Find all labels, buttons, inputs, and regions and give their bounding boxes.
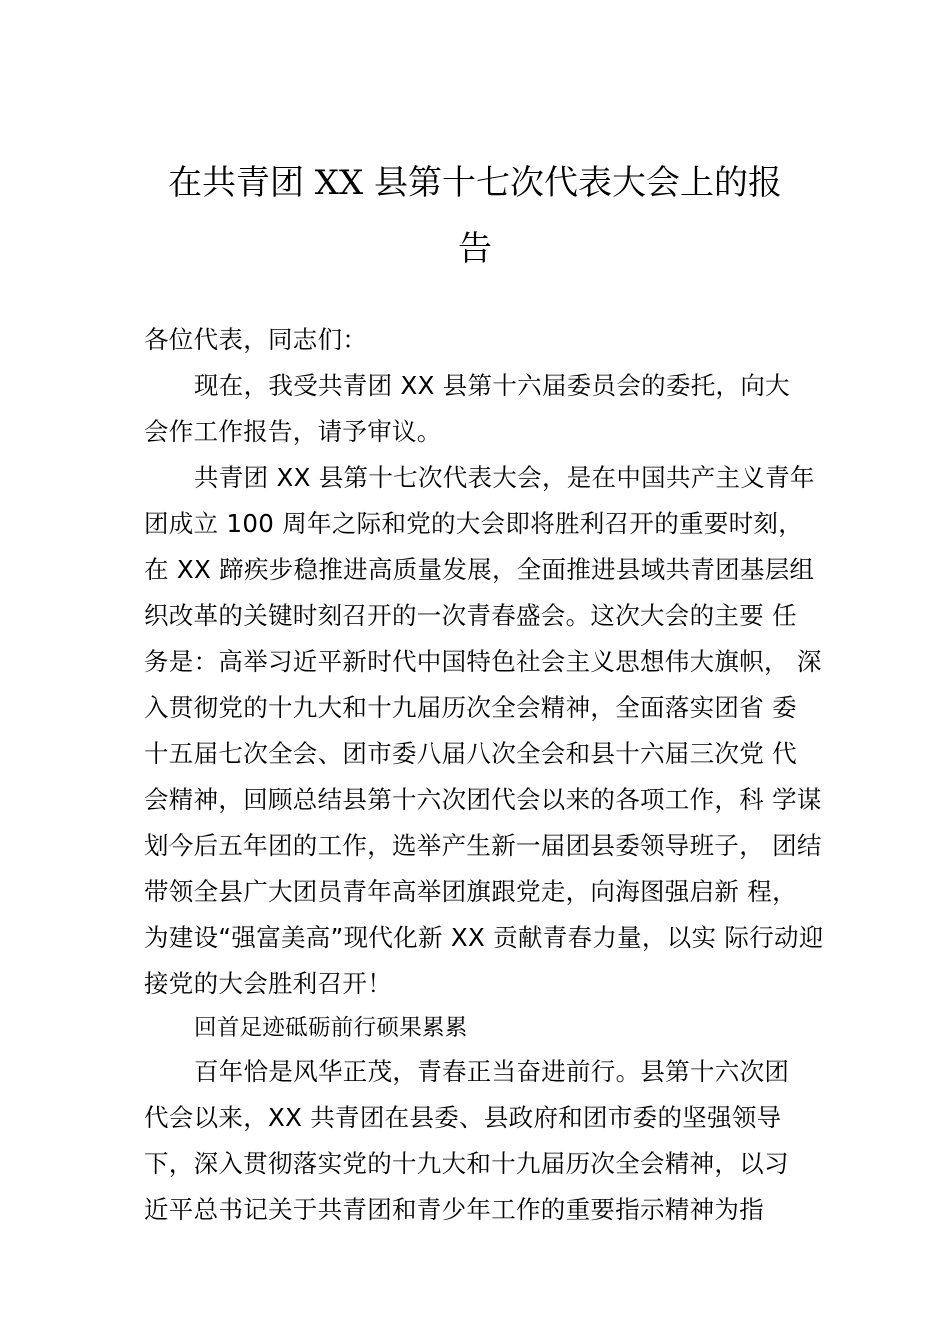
body-text-line: 会作工作报告，请予审议。: [144, 417, 442, 446]
salutation: 各位代表，同志们：: [144, 325, 368, 354]
document-title-line-1: 在共青团 XX 县第十七次代表大会上的报: [167, 163, 783, 203]
body-text-line: 近平总书记关于共青团和青少年工作的重要指示精神为指: [144, 1195, 764, 1224]
body-text-line: 带领全县广大团员青年高举团旗跟党走，向海图强启新 程，: [144, 877, 797, 906]
body-text-line: 百年恰是风华正茂，青春正当奋进前行。县第十六次团: [194, 1057, 790, 1086]
body-text-line: 接党的大会胜利召开！: [144, 969, 392, 998]
body-text-line: 划今后五年团的工作，选举产生新一届团县委领导班子， 团结: [144, 831, 822, 860]
body-text-line: 务是：高举习近平新时代中国特色社会主义思想伟大旗帜， 深: [144, 647, 822, 676]
body-text-line: 下，深入贯彻落实党的十九大和十九届历次全会精神，以习: [144, 1149, 789, 1178]
body-text-line: 织改革的关键时刻召开的一次青春盛会。这次大会的主要 任: [144, 601, 797, 630]
body-text-line: 为建设“强富美高”现代化新 XX 贡献青春力量，以实 际行动迎: [144, 923, 824, 952]
body-text-line: 入贯彻党的十九大和十九届历次全会精神，全面落实团省 委: [144, 693, 797, 722]
body-text-line: 会精神，回顾总结县第十六次团代会以来的各项工作，科 学谋: [144, 785, 822, 814]
section-heading: 回首足迹砥砺前行硕果累累: [194, 1015, 468, 1041]
body-text-line: 现在，我受共青团 XX 县第十六届委员会的委托，向大: [194, 371, 790, 400]
body-text-line: 共青团 XX 县第十七次代表大会，是在中国共产主义青年: [194, 463, 815, 492]
body-text-line: 在 XX 蹄疾步稳推进高质量发展，全面推进县域共青团基层组: [144, 555, 815, 584]
document-title-line-2: 告: [458, 229, 492, 269]
body-text-line: 团成立 100 周年之际和党的大会即将胜利召开的重要时刻，: [144, 509, 804, 538]
body-text-line: 代会以来，XX 共青团在县委、县政府和团市委的坚强领导: [144, 1103, 782, 1132]
body-text-line: 十五届七次全会、团市委八届八次全会和县十六届三次党 代: [144, 739, 797, 768]
